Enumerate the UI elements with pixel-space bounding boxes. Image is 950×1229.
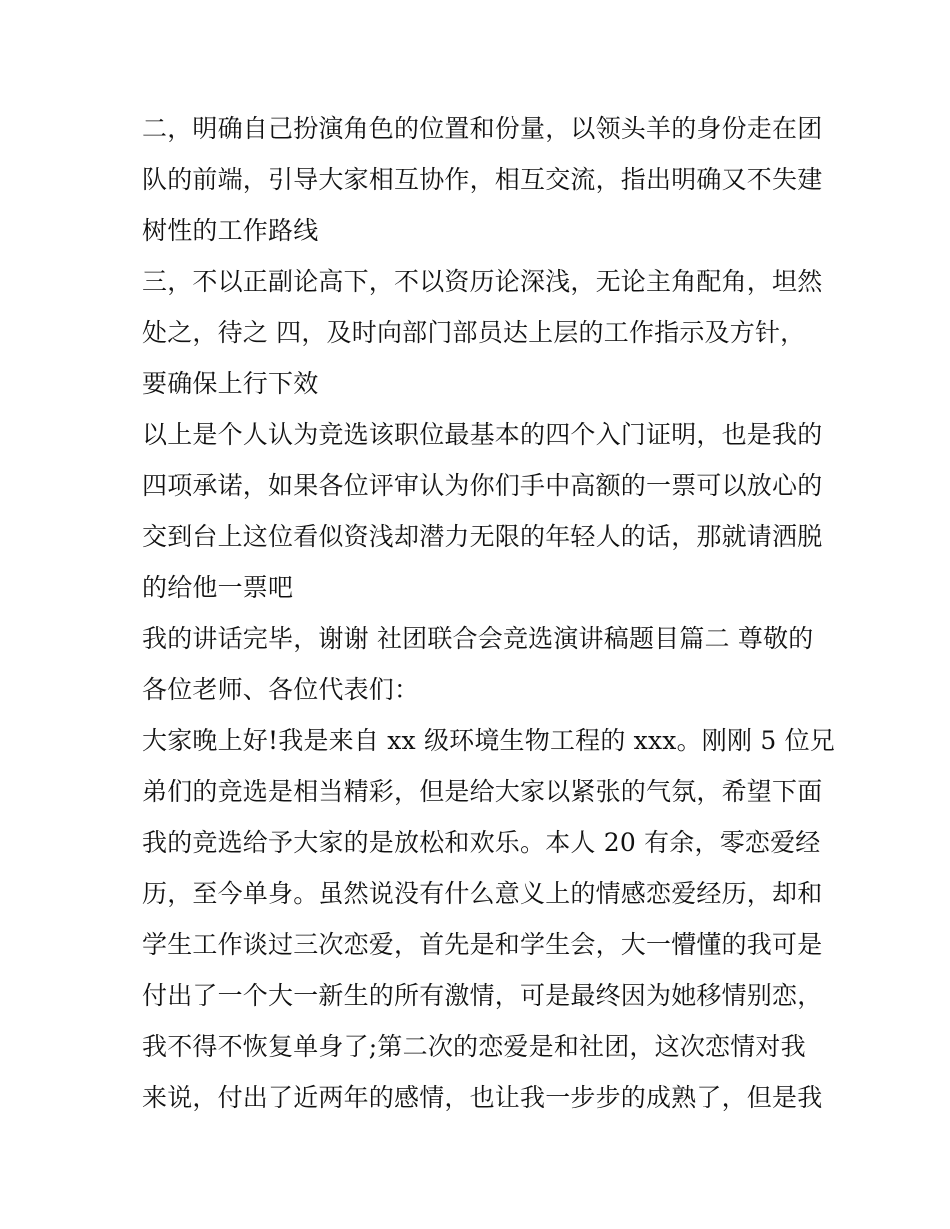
- text-line: 树性的工作路线: [142, 216, 319, 245]
- text-line: 我的竞选给予大家的是放松和欢乐。本人 20 有余，零恋爱经: [142, 828, 821, 857]
- document-body: [142, 103, 835, 1123]
- text-line: 交到台上这位看似资浅却潜力无限的年轻人的话，那就请洒脱: [142, 522, 823, 551]
- text-line: 付出了一个大一新生的所有激情，可是最终因为她移情别恋，: [142, 981, 823, 1010]
- text-line: 我不得不恢复单身了;第二次的恋爱是和社团，这次恋情对我: [142, 1032, 806, 1061]
- text-line: 二，明确自己扮演角色的位置和份量，以领头羊的身份走在团: [142, 114, 823, 143]
- text-line: 以上是个人认为竞选该职位最基本的四个入门证明，也是我的: [142, 420, 823, 449]
- text-line: 要确保上行下效: [142, 369, 319, 398]
- text-line: 处之，待之 四，及时向部门部员达上层的工作指示及方针，: [142, 318, 806, 347]
- text-line: 来说，付出了近两年的感情，也让我一步步的成熟了，但是我: [142, 1083, 823, 1112]
- text-line: 弟们的竞选是相当精彩，但是给大家以紧张的气氛，希望下面: [142, 777, 823, 806]
- text-line: 我的讲话完毕，谢谢 社团联合会竞选演讲稿题目篇二 尊敬的: [142, 624, 814, 653]
- text-line: 的给他一票吧: [142, 573, 294, 602]
- text-line: 大家晚上好!我是来自 xx 级环境生物工程的 xxx。刚刚 5 位兄: [142, 726, 835, 755]
- text-line: 学生工作谈过三次恋爱，首先是和学生会，大一懵懂的我可是: [142, 930, 823, 959]
- text-line: 历，至今单身。虽然说没有什么意义上的情感恋爱经历，却和: [142, 879, 823, 908]
- text-line: 各位老师、各位代表们：: [142, 675, 420, 704]
- text-line: 四项承诺，如果各位评审认为你们手中高额的一票可以放心的: [142, 471, 823, 500]
- text-line: 队的前端，引导大家相互协作，相互交流，指出明确又不失建: [142, 165, 823, 194]
- text-line: 三，不以正副论高下，不以资历论深浅，无论主角配角，坦然: [142, 267, 823, 296]
